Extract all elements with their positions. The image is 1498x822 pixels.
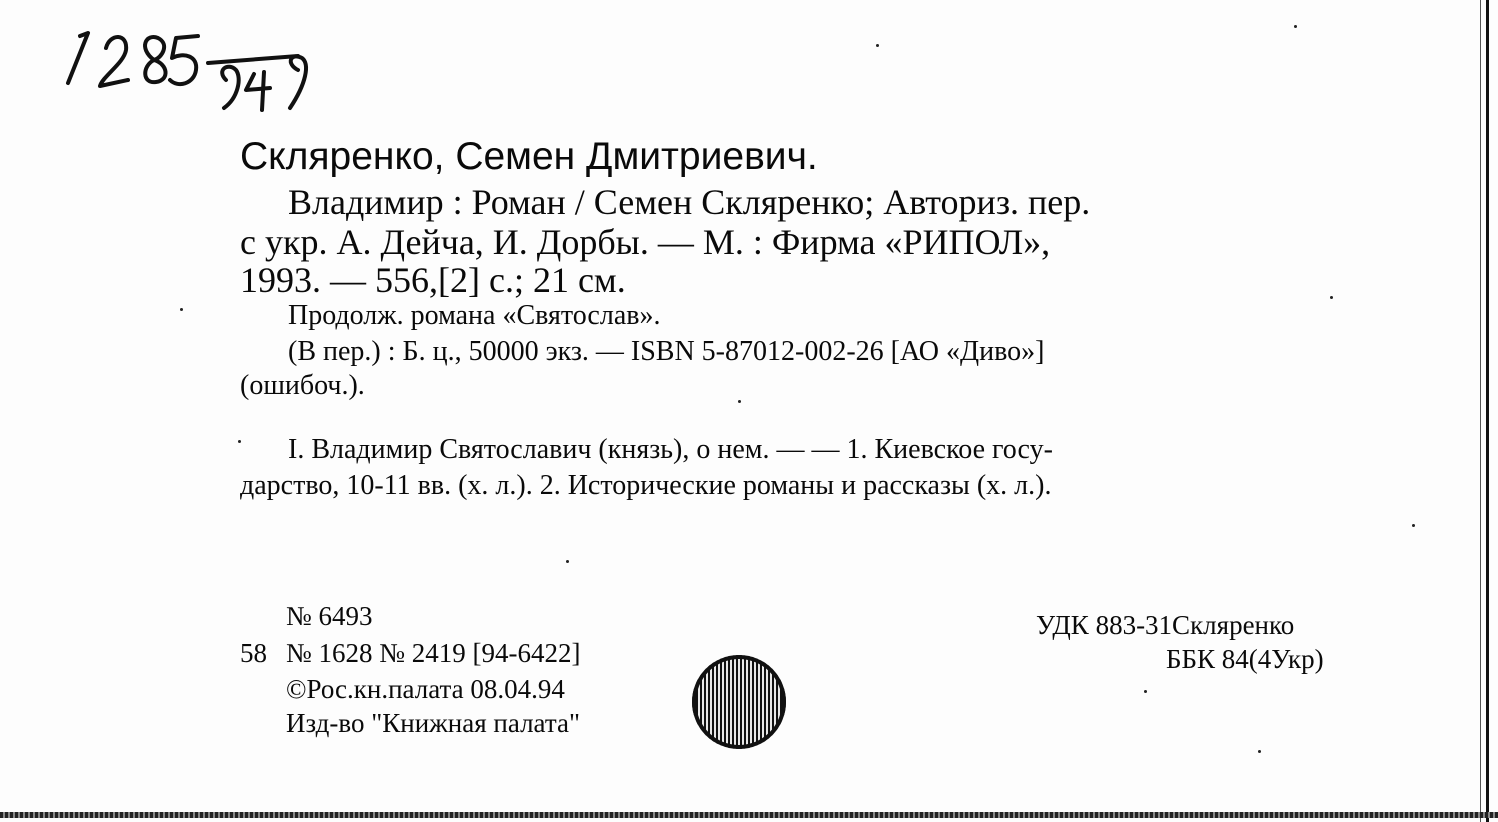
speck — [180, 308, 183, 311]
author-heading: Скляренко, Семен Дмитриевич. — [240, 135, 818, 178]
footer-registration: № 1628 № 2419 [94-6422] — [286, 638, 581, 668]
footer-copyright: ©Рос.кн.палата 08.04.94 — [286, 674, 565, 704]
speck — [1412, 524, 1415, 527]
note-line-1: Продолж. романа «Святослав». — [288, 300, 661, 331]
title-line-1: Владимир : Роман / Семен Скляренко; Авториз. пер. — [288, 182, 1091, 222]
footer-number: № 6493 — [286, 601, 373, 631]
note-line-2: (В пер.) : Б. ц., 50000 экз. — ISBN 5-87012-002-26 [АО «Диво»] — [288, 336, 1045, 367]
card-edge-line — [1480, 0, 1481, 822]
card-bottom-border — [0, 812, 1498, 818]
speck — [876, 44, 879, 47]
card-right-border — [1486, 0, 1489, 822]
speck — [1144, 690, 1147, 693]
speck — [1330, 296, 1333, 299]
note-line-3: (ошибоч.). — [240, 370, 365, 401]
speck — [238, 440, 241, 443]
subjects-line-1: I. Владимир Святославич (князь), о нем. — — 1. Киевское госу- — [288, 434, 1053, 465]
round-stamp — [692, 655, 786, 749]
handwritten-number — [58, 8, 348, 118]
speck — [1294, 25, 1297, 28]
footer-publisher: Изд-во "Книжная палата" — [286, 708, 580, 738]
subjects-line-2: дарство, 10-11 вв. (х. л.). 2. Исторические романы и рассказы (х. л.). — [240, 470, 1052, 501]
udc-code: УДК 883-31Скляренко — [1036, 610, 1295, 640]
bbk-code: ББК 84(4Укр) — [1166, 644, 1324, 674]
title-line-3: 1993. — 556,[2] с.; 21 см. — [240, 260, 626, 300]
speck — [1258, 750, 1261, 753]
speck — [738, 400, 741, 403]
speck — [566, 560, 569, 563]
footer-prefix: 58 — [240, 638, 267, 668]
title-line-2: с укр. А. Дейча, И. Дорбы. — М. : Фирма «РИПОЛ», — [240, 222, 1051, 262]
